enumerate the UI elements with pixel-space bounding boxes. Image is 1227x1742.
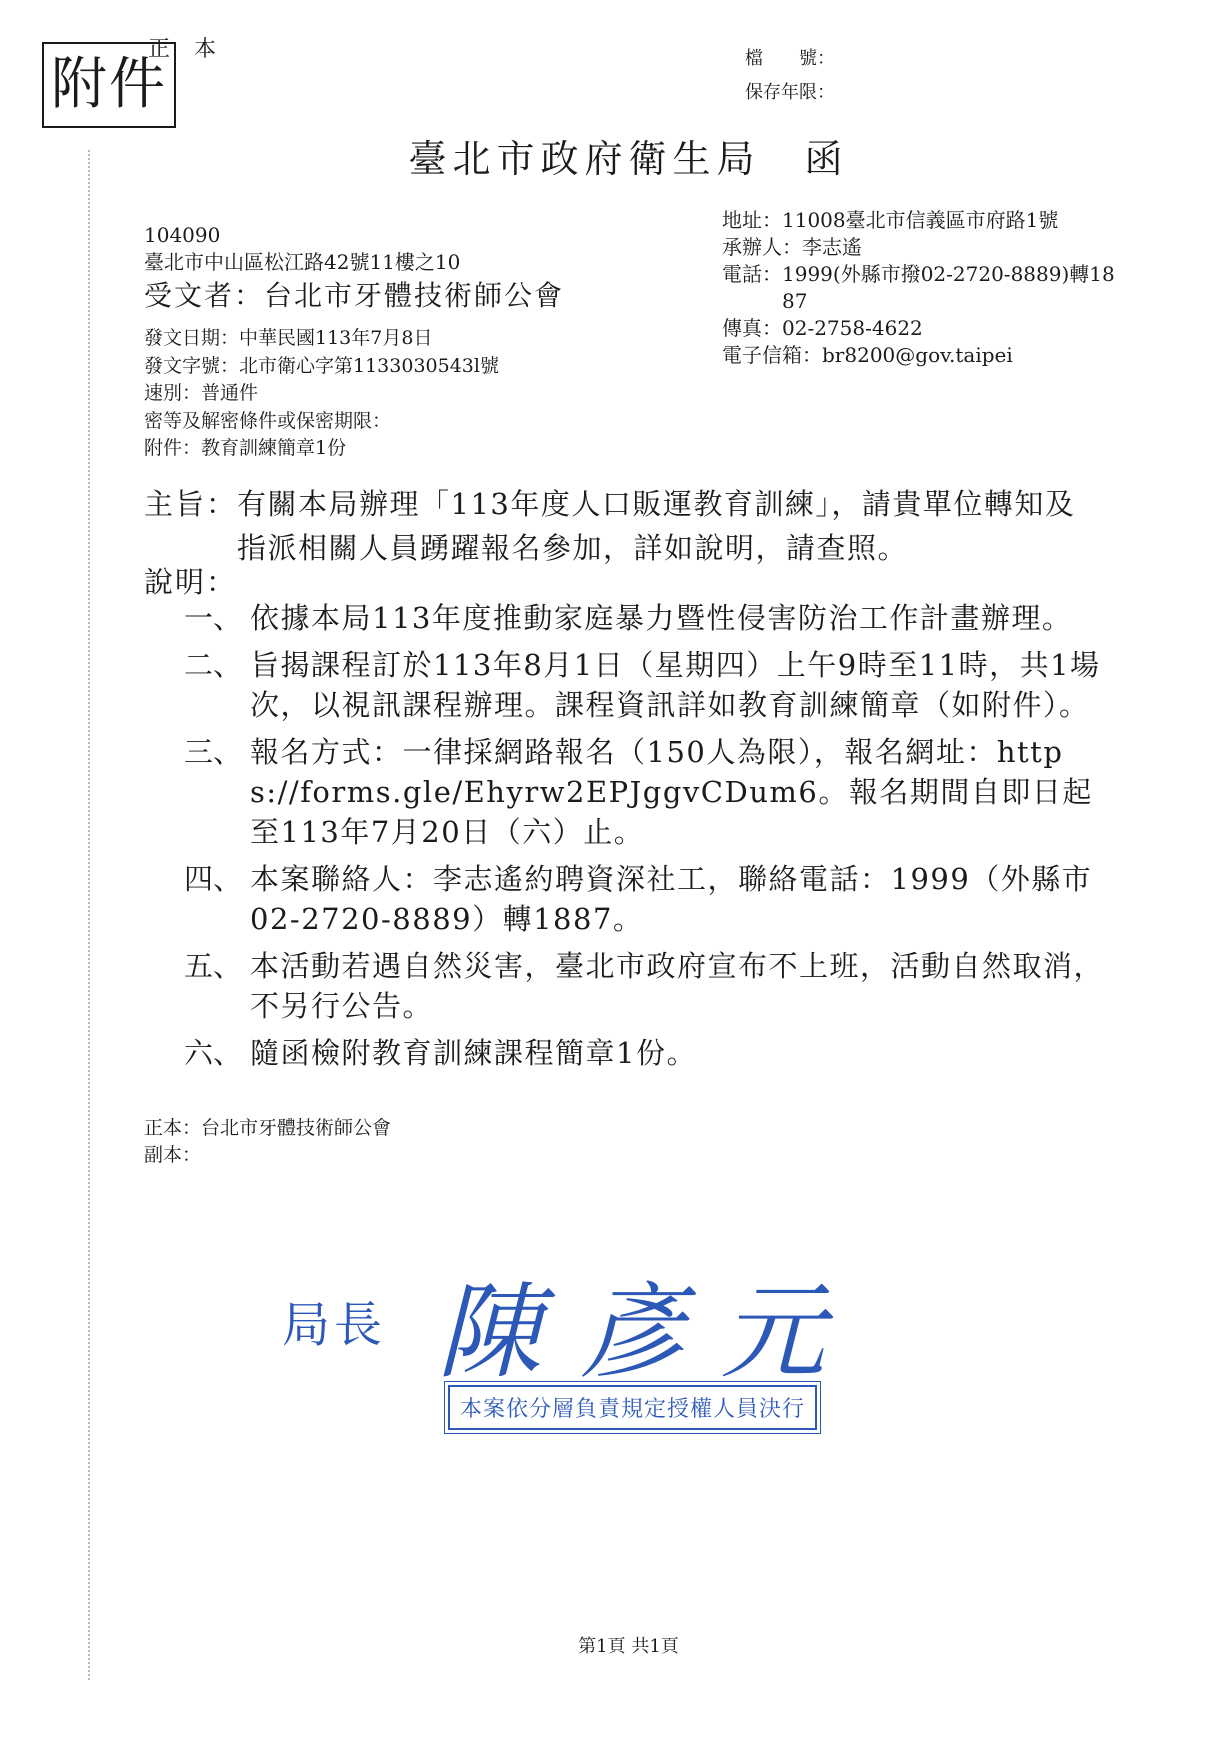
original-copy: 正本：台北市牙體技術師公會 [144,1117,392,1139]
attachment-stamp: 附件 [42,42,176,128]
item-number: 一、 [184,601,243,635]
sender-block [722,207,1117,369]
fax-number: 02-2758-4622 [782,316,923,340]
postal-code: 104090 [144,223,221,247]
binding-line [88,150,90,1680]
recipient-address: 臺北市中山區松江路42號11樓之10 [144,250,461,274]
authorization-stamp: 本案依分層負責規定授權人員決行 [448,1385,817,1430]
phone-row [722,261,1117,315]
list-item [184,946,1104,1026]
retention-period: 保存年限： [745,82,835,103]
list-item [184,732,1104,852]
item-text: 本案聯絡人：李志遙約聘資深社工，聯絡電話：1999（外縣市02-2720-8889）轉1887。 [250,862,1093,936]
email-row [722,342,1117,369]
list-item [184,1033,1104,1073]
phone-label: 電話： [722,262,782,286]
archive-number: 檔 號： [745,48,835,69]
director-title: 局長 [282,1297,387,1353]
phone-number: 1999(外縣市撥02-2720-8889)轉1887 [782,262,1115,313]
list-item [184,645,1104,725]
fax-label: 傳真： [722,316,782,340]
recipient-block [144,222,564,316]
classification: 密等及解密條件或保密期限： [144,409,392,432]
handler-name: 李志遙 [802,235,862,259]
subject-label: 主旨： [144,487,238,521]
fax-row [722,315,1117,342]
subject-text: 有關本局辦理「113年度人口販運教育訓練」，請貴單位轉知及指派相關人員踴躍報名參加，詳如說明，請查照。 [237,487,1076,565]
list-item [184,859,1104,939]
explanation-list [184,598,1104,1080]
item-number: 二、 [184,648,243,682]
duplicate-copy: 副本： [144,1144,202,1166]
issue-date: 發文日期：中華民國113年7月8日 [144,327,433,349]
file-meta [745,42,835,110]
document-meta [144,325,499,463]
list-item [184,598,1104,638]
item-text: 旨揭課程訂於113年8月1日（星期四）上午9時至11時，共1場次，以視訊課程辦理。課程資訊詳如教育訓練簡章（如附件）。 [250,648,1101,722]
page-number: 第1頁 共1頁 [578,1636,679,1657]
speed-class: 速別：普通件 [144,382,259,404]
sender-address: 11008臺北市信義區市府路1號 [782,208,1059,232]
document-title: 臺北市政府衛生局 函 [408,137,849,181]
attachment-info: 附件：教育訓練簡章1份 [144,437,347,459]
email-address: br8200@gov.taipei [822,343,1013,367]
subject-row [144,482,1104,570]
email-label: 電子信箱： [722,343,822,367]
item-number: 四、 [184,862,243,896]
sender-address-row [722,207,1117,234]
item-number: 五、 [184,949,243,983]
subject-section [144,482,1104,570]
copy-type-label: 正本 [148,37,241,62]
item-text: 本活動若遇自然災害，臺北市政府宣布不上班，活動自然取消，不另行公告。 [250,949,1105,1023]
item-number: 三、 [184,735,243,769]
copies-block [144,1115,391,1169]
document-number: 發文字號：北市衛心字第1133030543l號 [144,354,499,377]
receiver: 受文者：台北市牙體技術師公會 [144,279,565,312]
item-text: 報名方式：一律採網路報名（150人為限），報名網址：https://forms.gle/Ehyrw2EPJggvCDum6。報名期間自即日起至113年7月20日（六）止。 [250,735,1093,849]
item-text: 隨函檢附教育訓練課程簡章1份。 [250,1036,697,1070]
sender-address-label: 地址： [722,208,782,232]
item-text: 依據本局113年度推動家庭暴力暨性侵害防治工作計畫辦理。 [250,601,1073,635]
explanation-label: 說明： [144,565,238,599]
handler-row [722,234,1117,261]
director-name-seal: 陳彥元 [437,1271,864,1393]
handler-label: 承辦人： [722,235,802,259]
item-number: 六、 [184,1036,243,1070]
